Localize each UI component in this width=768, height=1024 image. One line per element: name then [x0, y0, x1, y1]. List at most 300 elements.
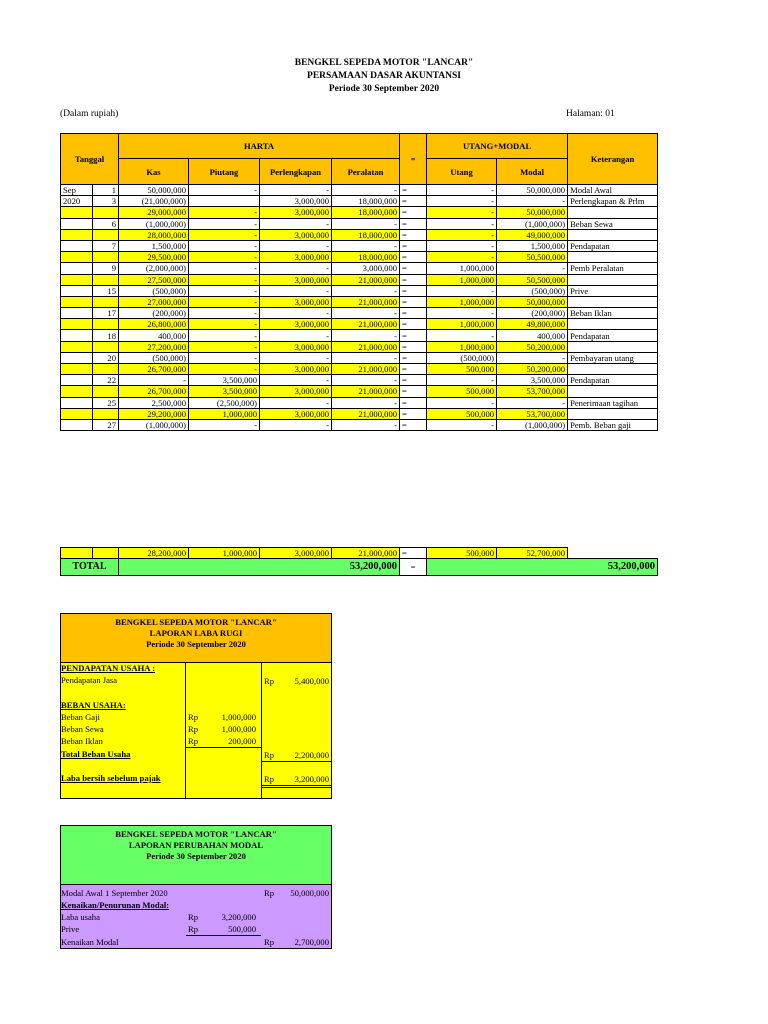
- cell-perlengkapan: -: [260, 352, 332, 363]
- cell-keterangan: Modal Awal: [568, 185, 658, 196]
- cell-modal: -: [497, 352, 568, 363]
- transaction-row: [61, 397, 658, 408]
- col-tanggal: Tanggal: [61, 134, 119, 185]
- col-utang-modal: UTANG+MODAL: [427, 134, 568, 159]
- cell-perlengkapan: -: [260, 375, 332, 386]
- cell-kas: 400,000: [119, 330, 189, 341]
- cell-equals: =: [400, 548, 427, 559]
- cell-piutang: -: [189, 296, 260, 307]
- cell-perlengkapan: 3,000,000: [260, 274, 332, 285]
- beban-gaji-rp: Rp: [188, 712, 199, 722]
- balance-row: [61, 408, 658, 419]
- cell-utang: 1,000,000: [427, 296, 497, 307]
- cell-modal: (1,000,000): [497, 419, 568, 430]
- cell-day: 3: [93, 196, 119, 207]
- cell-utang: 500,000: [427, 386, 497, 397]
- cell-keterangan: [568, 319, 658, 330]
- cell-utang: 500,000: [427, 408, 497, 419]
- col-kas: Kas: [119, 159, 189, 185]
- cell-day: 15: [93, 285, 119, 296]
- transaction-row: [61, 263, 658, 274]
- cell-day: 6: [93, 218, 119, 229]
- laba-rugi-title1: BENGKEL SEPEDA MOTOR "LANCAR": [115, 617, 277, 627]
- cell-modal: 52,700,000: [497, 548, 568, 559]
- total-beban-value: 2,200,000: [294, 750, 329, 760]
- underline: [262, 948, 331, 949]
- cell-month: 2020: [61, 196, 93, 207]
- cell-month: [61, 330, 93, 341]
- cell-peralatan: -: [332, 240, 400, 251]
- cell-day: [93, 386, 119, 397]
- cell-modal: 50,500,000: [497, 252, 568, 263]
- cell-month: [61, 285, 93, 296]
- cell-piutang: -: [189, 218, 260, 229]
- cell-keterangan: Pemb Peralatan: [568, 263, 658, 274]
- cell-keterangan: Pendapatan: [568, 240, 658, 251]
- cell-piutang: 3,500,000: [189, 375, 260, 386]
- cell-perlengkapan: 3,000,000: [260, 319, 332, 330]
- cell-keterangan: [568, 229, 658, 240]
- cell-modal: -: [497, 397, 568, 408]
- cell-kas: (2,000,000): [119, 263, 189, 274]
- prive-value: 500,000: [228, 924, 256, 934]
- cell-perlengkapan: -: [260, 285, 332, 296]
- underline: [262, 761, 331, 762]
- cell-blank: [568, 548, 658, 559]
- ledger-summary-table: [60, 547, 658, 576]
- cell-peralatan: -: [332, 352, 400, 363]
- cell-equals: =: [400, 196, 427, 207]
- balance-row: [61, 207, 658, 218]
- pendapatan-heading: PENDAPATAN USAHA :: [61, 663, 156, 673]
- cell-blank: [93, 548, 119, 559]
- report-title: BENGKEL SEPEDA MOTOR "LANCAR": [294, 58, 474, 68]
- balance-row: [61, 341, 658, 352]
- cell-piutang: -: [189, 308, 260, 319]
- divider: [261, 662, 262, 799]
- cell-utang: -: [427, 240, 497, 251]
- cell-equals: =: [400, 229, 427, 240]
- report-subtitle: PERSAMAAN DASAR AKUNTANSI: [307, 71, 461, 81]
- total-row: [61, 559, 658, 576]
- cell-piutang: 1,000,000: [189, 408, 260, 419]
- cell-month: [61, 352, 93, 363]
- cell-keterangan: [568, 364, 658, 375]
- transaction-row: [61, 308, 658, 319]
- cell-peralatan: 21,000,000: [332, 364, 400, 375]
- total-harta: 53,200,000: [119, 559, 400, 576]
- divider: [185, 662, 186, 799]
- kenaikan-modal-rp: Rp: [264, 937, 275, 947]
- cell-kas: (21,000,000): [119, 196, 189, 207]
- perubahan-modal-title1: BENGKEL SEPEDA MOTOR "LANCAR": [115, 829, 277, 839]
- cell-kas: 1,500,000: [119, 240, 189, 251]
- cell-day: 27: [93, 419, 119, 430]
- cell-piutang: -: [189, 207, 260, 218]
- beban-sewa-value: 1,000,000: [221, 724, 256, 734]
- cell-modal: 50,500,000: [497, 274, 568, 285]
- laba-rugi-title2: LAPORAN LABA RUGI: [149, 628, 243, 638]
- transaction-row: [61, 218, 658, 229]
- cell-utang: 1,000,000: [427, 319, 497, 330]
- beban-gaji-label: Beban Gaji: [61, 712, 100, 722]
- transaction-row: [61, 352, 658, 363]
- cell-kas: 26,700,000: [119, 386, 189, 397]
- total-utang-modal: 53,200,000: [427, 559, 658, 576]
- cell-modal: 53,700,000: [497, 386, 568, 397]
- cell-modal: 400,000: [497, 330, 568, 341]
- cell-modal: (500,000): [497, 285, 568, 296]
- cell-peralatan: 18,000,000: [332, 196, 400, 207]
- cell-utang: 500,000: [427, 364, 497, 375]
- cell-day: [93, 296, 119, 307]
- modal-awal-rp: Rp: [264, 888, 275, 898]
- cell-equals: =: [400, 408, 427, 419]
- total-beban-rp: Rp: [264, 750, 275, 760]
- balance-row: [61, 386, 658, 397]
- cell-day: [93, 252, 119, 263]
- cell-month: [61, 308, 93, 319]
- cell-peralatan: 21,000,000: [332, 296, 400, 307]
- cell-equals: =: [400, 185, 427, 196]
- laba-rugi-title3: Periode 30 September 2020: [146, 639, 246, 649]
- cell-month: [61, 252, 93, 263]
- beban-iklan-rp: Rp: [188, 736, 199, 746]
- modal-awal-label: Modal Awal 1 September 2020: [61, 888, 168, 898]
- cell-perlengkapan: -: [260, 240, 332, 251]
- cell-kas: (500,000): [119, 352, 189, 363]
- cell-equals: =: [400, 341, 427, 352]
- cell-equals: =: [400, 296, 427, 307]
- cell-perlengkapan: -: [260, 330, 332, 341]
- cell-equals: =: [400, 352, 427, 363]
- cell-keterangan: [568, 274, 658, 285]
- cell-day: 22: [93, 375, 119, 386]
- cell-modal: 50,000,000: [497, 296, 568, 307]
- cell-peralatan: 18,000,000: [332, 207, 400, 218]
- cell-modal: (200,000): [497, 308, 568, 319]
- cell-modal: (1,000,000): [497, 218, 568, 229]
- balance-row: [61, 229, 658, 240]
- col-harta: HARTA: [119, 134, 400, 159]
- currency-note: (Dalam rupiah): [60, 109, 119, 119]
- kenaikan-modal-label: Kenaikan Modal: [61, 937, 119, 947]
- cell-keterangan: Pendapatan: [568, 375, 658, 386]
- cell-peralatan: 21,000,000: [332, 341, 400, 352]
- cell-modal: -: [497, 196, 568, 207]
- col-piutang: Piutang: [189, 159, 260, 185]
- cell-equals: =: [400, 274, 427, 285]
- cell-kas: 29,500,000: [119, 252, 189, 263]
- double-underline: [262, 787, 331, 788]
- cell-perlengkapan: 3,000,000: [260, 548, 332, 559]
- cell-perlengkapan: -: [260, 397, 332, 408]
- cell-keterangan: Perlengkapan & Prlm: [568, 196, 658, 207]
- cell-modal: 53,700,000: [497, 408, 568, 419]
- cell-kas: 27,000,000: [119, 296, 189, 307]
- cell-month: [61, 274, 93, 285]
- transaction-row: [61, 185, 658, 196]
- cell-kas: 2,500,000: [119, 397, 189, 408]
- cell-kas: 28,200,000: [119, 548, 189, 559]
- cell-perlengkapan: 3,000,000: [260, 408, 332, 419]
- beban-sewa-rp: Rp: [188, 724, 199, 734]
- balance-row: [61, 364, 658, 375]
- cell-day: 17: [93, 308, 119, 319]
- cell-piutang: (2,500,000): [189, 397, 260, 408]
- kenaikan-heading: Kenaikan/Penurunan Modal:: [61, 900, 170, 910]
- cell-utang: (500,000): [427, 352, 497, 363]
- cell-perlengkapan: 3,000,000: [260, 252, 332, 263]
- cell-piutang: -: [189, 240, 260, 251]
- cell-equals: =: [400, 207, 427, 218]
- cell-month: [61, 375, 93, 386]
- cell-piutang: -: [189, 229, 260, 240]
- cell-equals: =: [400, 386, 427, 397]
- modal-awal-value: 50,000,000: [290, 888, 329, 898]
- cell-modal: 50,000,000: [497, 207, 568, 218]
- cell-equals: =: [400, 252, 427, 263]
- cell-piutang: -: [189, 319, 260, 330]
- cell-peralatan: 3,000,000: [332, 263, 400, 274]
- cell-piutang: -: [189, 419, 260, 430]
- cell-piutang: -: [189, 364, 260, 375]
- cell-utang: 1,000,000: [427, 274, 497, 285]
- cell-day: 25: [93, 397, 119, 408]
- cell-day: [93, 229, 119, 240]
- cell-equals: =: [400, 319, 427, 330]
- cell-keterangan: Pembayaran utang: [568, 352, 658, 363]
- cell-month: [61, 386, 93, 397]
- cell-day: 18: [93, 330, 119, 341]
- cell-month: [61, 296, 93, 307]
- cell-keterangan: [568, 296, 658, 307]
- cell-utang: -: [427, 218, 497, 229]
- cell-kas: (500,000): [119, 285, 189, 296]
- cell-equals: =: [400, 263, 427, 274]
- cell-piutang: -: [189, 330, 260, 341]
- cell-keterangan: Beban Iklan: [568, 308, 658, 319]
- col-peralatan: Peralatan: [332, 159, 400, 185]
- cell-equals: =: [400, 375, 427, 386]
- cell-modal: 49,800,000: [497, 319, 568, 330]
- cell-keterangan: [568, 408, 658, 419]
- col-perlengkapan: Perlengkapan: [260, 159, 332, 185]
- total-beban-label: Total Beban Usaha: [61, 749, 131, 759]
- cell-keterangan: Penerimaan tagihan: [568, 397, 658, 408]
- cell-month: [61, 229, 93, 240]
- laba-bersih-value: 3,200,000: [294, 774, 329, 784]
- cell-peralatan: 21,000,000: [332, 386, 400, 397]
- beban-iklan-label: Beban Iklan: [61, 736, 103, 746]
- transaction-row: [61, 419, 658, 430]
- cell-kas: 27,200,000: [119, 341, 189, 352]
- cell-perlengkapan: -: [260, 308, 332, 319]
- cell-keterangan: Beban Sewa: [568, 218, 658, 229]
- cell-kas: -: [119, 375, 189, 386]
- cell-peralatan: 18,000,000: [332, 252, 400, 263]
- cell-day: [93, 207, 119, 218]
- cell-peralatan: -: [332, 285, 400, 296]
- balance-row: [61, 274, 658, 285]
- cell-kas: (1,000,000): [119, 218, 189, 229]
- cell-kas: 29,000,000: [119, 207, 189, 218]
- cell-piutang: -: [189, 352, 260, 363]
- cell-utang: -: [427, 196, 497, 207]
- cell-modal: -: [497, 263, 568, 274]
- laba-usaha-label: Laba usaha: [61, 912, 100, 922]
- cell-peralatan: 21,000,000: [332, 548, 400, 559]
- cell-day: [93, 364, 119, 375]
- laba-rugi-report: [60, 613, 332, 799]
- col-equals: =: [400, 134, 427, 185]
- cell-peralatan: -: [332, 397, 400, 408]
- cell-peralatan: 21,000,000: [332, 274, 400, 285]
- cell-blank: [61, 548, 93, 559]
- cell-piutang: -: [189, 263, 260, 274]
- cell-utang: -: [427, 185, 497, 196]
- cell-equals: =: [400, 419, 427, 430]
- cell-keterangan: [568, 341, 658, 352]
- cell-peralatan: -: [332, 375, 400, 386]
- cell-kas: (1,000,000): [119, 419, 189, 430]
- cell-utang: -: [427, 419, 497, 430]
- cell-kas: 50,000,000: [119, 185, 189, 196]
- cell-piutang: -: [189, 252, 260, 263]
- cell-keterangan: [568, 252, 658, 263]
- cell-modal: 50,200,000: [497, 341, 568, 352]
- cell-equals: =: [400, 364, 427, 375]
- transaction-row: [61, 285, 658, 296]
- cell-month: [61, 419, 93, 430]
- cell-keterangan: Pendapatan: [568, 330, 658, 341]
- cell-utang: 500,000: [427, 548, 497, 559]
- cell-peralatan: -: [332, 419, 400, 430]
- transaction-row: [61, 375, 658, 386]
- cell-keterangan: [568, 386, 658, 397]
- cell-peralatan: -: [332, 218, 400, 229]
- cell-equals: =: [400, 330, 427, 341]
- cell-utang: -: [427, 252, 497, 263]
- perubahan-modal-title3: Periode 30 September 2020: [146, 851, 246, 861]
- cell-perlengkapan: 3,000,000: [260, 296, 332, 307]
- cell-kas: 28,000,000: [119, 229, 189, 240]
- cell-day: 9: [93, 263, 119, 274]
- cell-peralatan: -: [332, 330, 400, 341]
- cell-month: [61, 341, 93, 352]
- cell-keterangan: Prive: [568, 285, 658, 296]
- prive-label: Prive: [61, 924, 80, 934]
- cell-utang: -: [427, 375, 497, 386]
- cell-day: 7: [93, 240, 119, 251]
- cell-perlengkapan: 3,000,000: [260, 229, 332, 240]
- cell-equals: =: [400, 285, 427, 296]
- pendapatan-jasa-label: Pendapatan Jasa: [61, 675, 118, 685]
- cell-modal: 50,200,000: [497, 364, 568, 375]
- beban-sewa-label: Beban Sewa: [61, 724, 104, 734]
- cell-utang: 1,000,000: [427, 263, 497, 274]
- cell-month: Sep: [61, 185, 93, 196]
- beban-gaji-value: 1,000,000: [221, 712, 256, 722]
- cell-month: [61, 207, 93, 218]
- cell-equals: =: [400, 397, 427, 408]
- cell-modal: 1,500,000: [497, 240, 568, 251]
- cell-peralatan: -: [332, 308, 400, 319]
- cell-perlengkapan: 3,000,000: [260, 386, 332, 397]
- ledger-table: [60, 133, 658, 431]
- kenaikan-modal-value: 2,700,000: [294, 937, 329, 947]
- cell-utang: -: [427, 397, 497, 408]
- cell-perlengkapan: 3,000,000: [260, 196, 332, 207]
- cell-month: [61, 319, 93, 330]
- cell-kas: 27,500,000: [119, 274, 189, 285]
- cell-kas: 26,800,000: [119, 319, 189, 330]
- col-keterangan: Keterangan: [568, 134, 658, 185]
- cell-month: [61, 218, 93, 229]
- page-number: Halaman: 01: [566, 109, 615, 119]
- pendapatan-rp: Rp: [264, 676, 275, 686]
- cell-perlengkapan: 3,000,000: [260, 364, 332, 375]
- perubahan-modal-title2: LAPORAN PERUBAHAN MODAL: [128, 840, 264, 850]
- final-balance-row: [61, 548, 658, 559]
- cell-kas: 26,700,000: [119, 364, 189, 375]
- cell-perlengkapan: -: [260, 218, 332, 229]
- cell-piutang: -: [189, 185, 260, 196]
- cell-month: [61, 408, 93, 419]
- transaction-row: [61, 330, 658, 341]
- cell-keterangan: [568, 207, 658, 218]
- cell-day: [93, 408, 119, 419]
- laba-usaha-value: 3,200,000: [221, 912, 256, 922]
- cell-perlengkapan: 3,000,000: [260, 207, 332, 218]
- cell-equals: =: [400, 218, 427, 229]
- transaction-row: [61, 240, 658, 251]
- cell-utang: -: [427, 330, 497, 341]
- cell-month: [61, 397, 93, 408]
- cell-modal: 3,500,000: [497, 375, 568, 386]
- transaction-row: [61, 196, 658, 207]
- cell-perlengkapan: -: [260, 185, 332, 196]
- cell-day: [93, 319, 119, 330]
- cell-day: 20: [93, 352, 119, 363]
- cell-utang: -: [427, 285, 497, 296]
- cell-utang: -: [427, 229, 497, 240]
- cell-peralatan: 21,000,000: [332, 408, 400, 419]
- laba-bersih-label: Laba bersih sebelum pajak: [61, 773, 161, 783]
- laba-bersih-rp: Rp: [264, 774, 275, 784]
- underline: [186, 747, 261, 748]
- cell-utang: 1,000,000: [427, 341, 497, 352]
- cell-piutang: -: [189, 274, 260, 285]
- cell-utang: -: [427, 308, 497, 319]
- cell-perlengkapan: 3,000,000: [260, 341, 332, 352]
- cell-modal: 50,000,000: [497, 185, 568, 196]
- cell-kas: (200,000): [119, 308, 189, 319]
- total-equals: =: [400, 559, 427, 576]
- cell-piutang: [189, 196, 260, 207]
- cell-perlengkapan: -: [260, 419, 332, 430]
- cell-kas: 29,200,000: [119, 408, 189, 419]
- balance-row: [61, 296, 658, 307]
- cell-day: [93, 341, 119, 352]
- cell-utang: -: [427, 207, 497, 218]
- cell-month: [61, 263, 93, 274]
- report-period: Periode 30 September 2020: [328, 84, 440, 94]
- underline: [262, 785, 331, 786]
- cell-peralatan: -: [332, 185, 400, 196]
- cell-equals: =: [400, 308, 427, 319]
- cell-month: [61, 240, 93, 251]
